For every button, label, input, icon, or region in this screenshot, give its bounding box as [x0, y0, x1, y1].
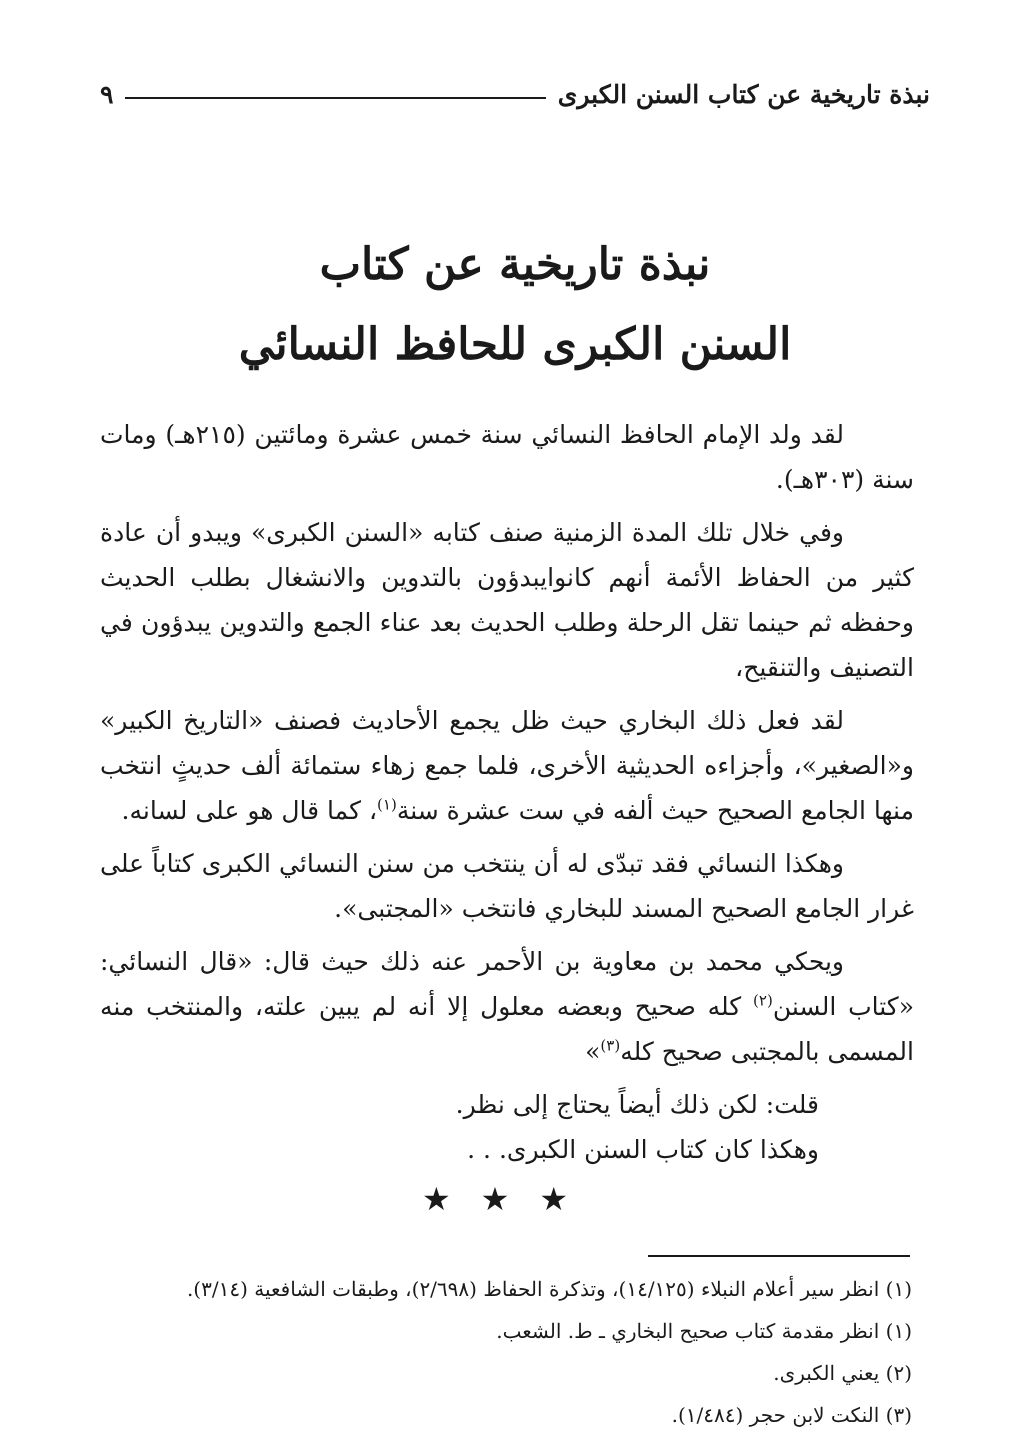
paragraph-comment: قلت: لكن ذلك أيضاً يحتاج إلى نظر. [455, 1090, 819, 1119]
section-divider-stars: ★★★ [421, 1180, 599, 1218]
footnote-ref-2: (٢) [753, 991, 773, 1010]
page-number: ٩ [100, 79, 114, 109]
paragraph-closing: وهكذا كان كتاب السنن الكبرى. . . [467, 1135, 819, 1164]
footnote-2: (٢) يعني الكبرى. [773, 1361, 912, 1385]
header-rule [125, 97, 545, 99]
paragraph-birth: لقد ولد الإمام الحافظ النسائي سنة خمس عشرة ومائتين (٢١٥هـ) ومات سنة (٣٠٣هـ). [100, 420, 914, 494]
chapter-title-line-1: نبذة تاريخية عن كتاب [319, 239, 711, 290]
footnote-rule [648, 1255, 910, 1257]
paragraph-compilation: وفي خلال تلك المدة الزمنية صنف كتابه «السنن الكبرى» ويبدو أن عادة كثير من الحفاظ الأئمة أنهم كانوايبدؤون بالتدوين والانشغال بطلب الحديث وحفظه ثم حينما تقل الرحلة وطلب الحديث بعد عناء الجمع والتدوين يبدؤون في التصنيف والتنقيح، [100, 518, 914, 682]
running-header [100, 74, 930, 114]
footnote-ref-1: (١) [377, 795, 397, 814]
chapter-title-line-2: السنن الكبرى للحافظ النسائي [238, 319, 792, 370]
footnotes [100, 1268, 912, 1436]
footnote-ref-3: (٣) [600, 1036, 621, 1055]
running-title: نبذة تاريخية عن كتاب السنن الكبرى [557, 79, 930, 109]
paragraph-nasai: وهكذا النسائي فقد تبدّى له أن ينتخب من سنن النسائي الكبرى كتاباً على غرار الجامع الصحيح المسند للبخاري فانتخب «المجتبى». [100, 849, 914, 923]
paragraph-bukhari: لقد فعل ذلك البخاري حيث ظل يجمع الأحاديث فصنف «التاريخ الكبير» و«الصغير»، وأجزاءه الحديثية الأخرى، فلما جمع زهاء ستمائة ألف حديثٍ انتخب منها الجامع الصحيح حيث ألفه في ست عشرة سنة$^{(١)}$، كما قال هو على لسانه. [100, 706, 914, 825]
footnote-1a: (١) انظر سير أعلام النبلاء (١٤/١٢٥)، وتذكرة الحفاظ (٢/٦٩٨)، وطبقات الشافعية (٣/١٤). [186, 1277, 912, 1301]
paragraph-quote: ويحكي محمد بن معاوية بن الأحمر عنه ذلك حيث قال: «قال النسائي: «كتاب السنن$^{(٢)}$ كله صحيح وبعضه معلول إلا أنه لم يبين علته، والمنتخب منه المسمى بالمجتبى صحيح كله$^{(٣)}$» [100, 947, 914, 1066]
footnote-1b: (١) انظر مقدمة كتاب صحيح البخاري ـ ط. الشعب. [496, 1319, 912, 1343]
chapter-title [110, 225, 920, 385]
footnote-3: (٣) النكت لابن حجر (١/٤٨٤). [671, 1403, 912, 1427]
body-text [100, 412, 914, 1172]
